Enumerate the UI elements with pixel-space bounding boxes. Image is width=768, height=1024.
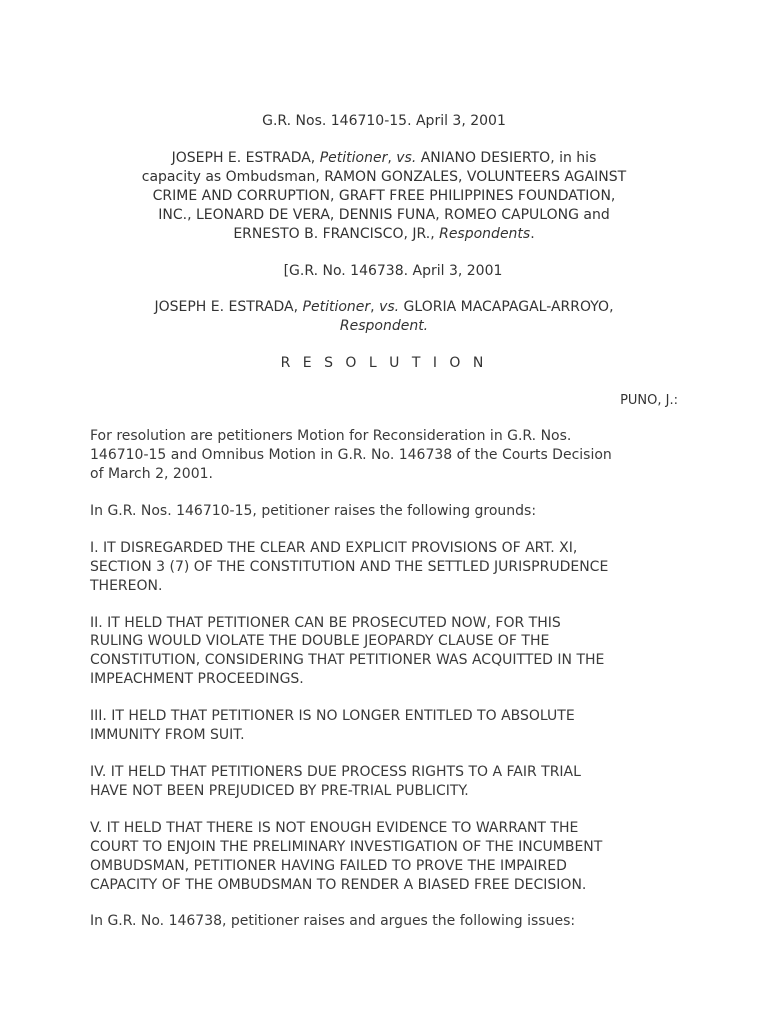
- ground-line: CONSTITUTION, CONSIDERING THAT PETITIONER WAS ACQUITTED IN THE: [90, 652, 605, 668]
- ground-line: SECTION 3 (7) OF THE CONSTITUTION AND THE SETTLED JURISPRUDENCE: [90, 559, 609, 575]
- ground-line: IV. IT HELD THAT PETITIONERS DUE PROCESS RIGHTS TO A FAIR TRIAL: [90, 764, 581, 780]
- parties-line-3: CRIME AND CORRUPTION, GRAFT FREE PHILIPPINES FOUNDATION,: [152, 188, 616, 204]
- ground-line: HAVE NOT BEEN PREJUDICED BY PRE-TRIAL PUBLICITY.: [90, 783, 469, 799]
- ground-line: IMPEACHMENT PROCEEDINGS.: [90, 671, 304, 687]
- ground-line: COURT TO ENJOIN THE PRELIMINARY INVESTIGATION OF THE INCUMBENT: [90, 839, 603, 855]
- ground-line: CAPACITY OF THE OMBUDSMAN TO RENDER A BIASED FREE DECISION.: [90, 877, 587, 893]
- ground-line: V. IT HELD THAT THERE IS NOT ENOUGH EVIDENCE TO WARRANT THE: [90, 820, 579, 836]
- parties-line-4: INC., LEONARD DE VERA, DENNIS FUNA, ROMEO CAPULONG and: [158, 207, 610, 223]
- ponente: PUNO, J.:: [620, 393, 678, 408]
- ground-line: RULING WOULD VIOLATE THE DOUBLE JEOPARDY CLAUSE OF THE: [90, 633, 550, 649]
- second-parties-line-1: JOSEPH E. ESTRADA, Petitioner, vs. GLORIA MACAPAGAL-ARROYO,: [154, 299, 614, 315]
- second-parties-line-2: Respondent.: [339, 318, 429, 334]
- parties-line-2: capacity as Ombudsman, RAMON GONZALES, VOLUNTEERS AGAINST: [141, 169, 627, 185]
- ground-line: III. IT HELD THAT PETITIONER IS NO LONGER ENTITLED TO ABSOLUTE: [90, 708, 575, 724]
- case-number: G.R. Nos. 146710-15. April 3, 2001: [262, 113, 506, 129]
- paragraph-line: In G.R. No. 146738, petitioner raises and argues the following issues:: [90, 913, 576, 929]
- ground-line: IMMUNITY FROM SUIT.: [90, 727, 245, 743]
- ground-line: II. IT HELD THAT PETITIONER CAN BE PROSECUTED NOW, FOR THIS: [90, 615, 561, 631]
- ground-line: THEREON.: [90, 578, 163, 594]
- paragraph-line: of March 2, 2001.: [90, 466, 213, 482]
- paragraph-line: 146710-15 and Omnibus Motion in G.R. No. 146738 of the Courts Decision: [90, 447, 612, 463]
- second-case-number: [G.R. No. 146738. April 3, 2001: [283, 263, 503, 279]
- ground-line: OMBUDSMAN, PETITIONER HAVING FAILED TO PROVE THE IMPAIRED: [90, 858, 567, 874]
- paragraph-line: In G.R. Nos. 146710-15, petitioner raises the following grounds:: [90, 503, 537, 519]
- resolution-heading: R E S O L U T I O N: [280, 355, 488, 371]
- parties-line-5: ERNESTO B. FRANCISCO, JR., Respondents.: [233, 226, 535, 242]
- paragraph-line: For resolution are petitioners Motion for Reconsideration in G.R. Nos.: [90, 428, 572, 444]
- parties-line-1: JOSEPH E. ESTRADA, Petitioner, vs. ANIANO DESIERTO, in his: [171, 150, 597, 166]
- ground-line: I. IT DISREGARDED THE CLEAR AND EXPLICIT PROVISIONS OF ART. XI,: [90, 540, 578, 556]
